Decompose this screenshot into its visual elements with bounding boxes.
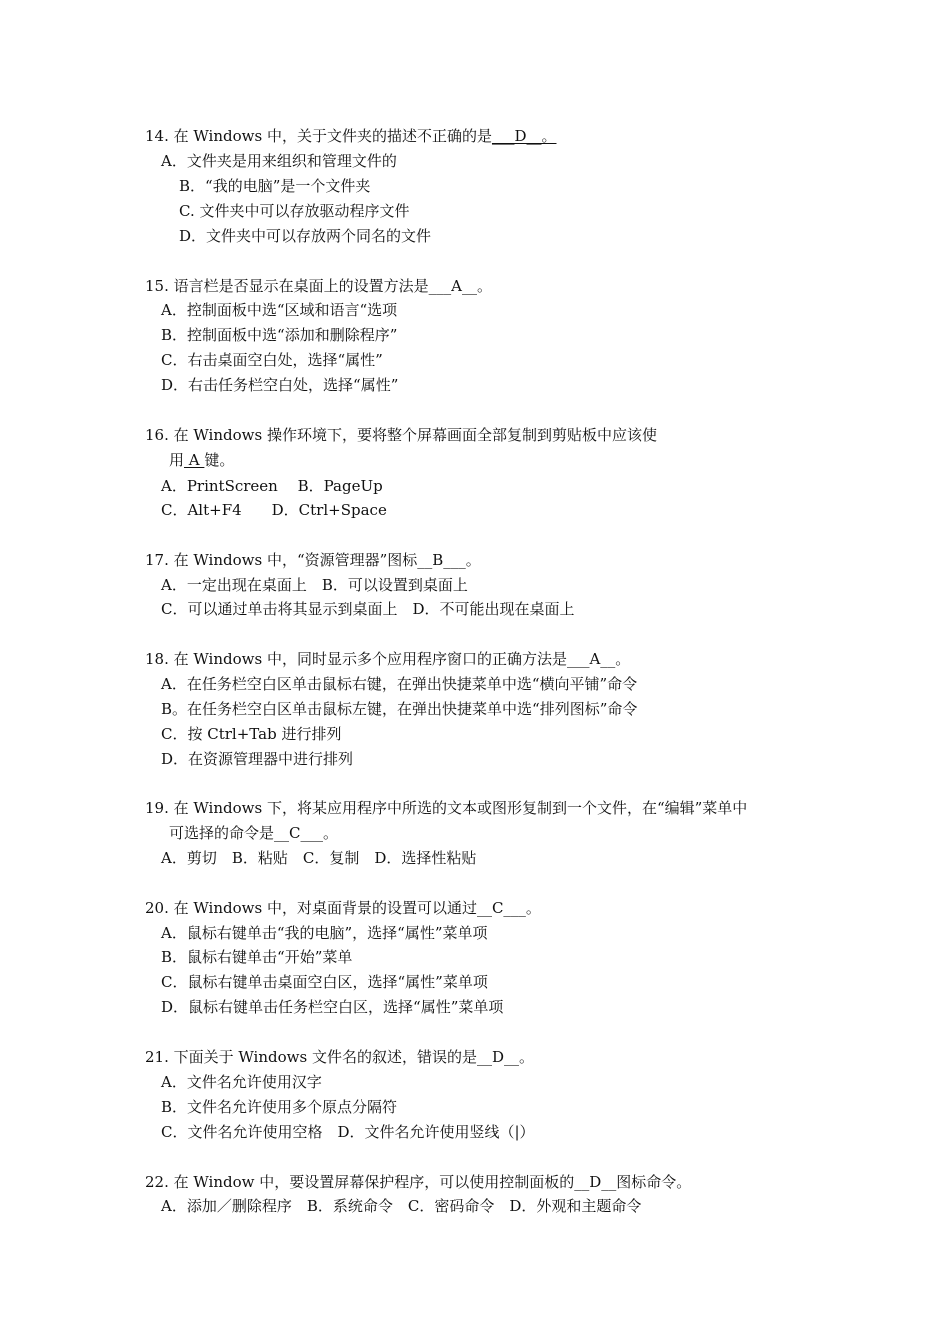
question-16-stem: 16. 在 Windows 操作环境下，要将整个屏幕画面全部复制到剪贴板中应该使 xyxy=(145,426,657,444)
question-18-option-d: D．在资源管理器中进行排列 xyxy=(161,750,354,768)
question-16-answer: A xyxy=(184,451,205,469)
question-22-options: A．添加／删除程序 B．系统命令 C．密码命令 D．外观和主题命令 xyxy=(161,1197,642,1215)
question-16-options-ab: A．PrintScreen B．PageUp xyxy=(161,477,383,495)
question-20-option-d: D．鼠标右键单击任务栏空白区，选择“属性”菜单项 xyxy=(161,998,504,1016)
question-19-stem-cont: 可选择的命令是__C___。 xyxy=(169,824,338,842)
question-14-answer: ___D__。 xyxy=(491,127,557,145)
question-22-stem: 22. 在 Window 中，要设置屏幕保护程序，可以使用控制面板的__D__图标命令。 xyxy=(145,1173,692,1191)
question-15-option-d: D．右击任务栏空白处，选择“属性” xyxy=(161,376,399,394)
question-17-stem: 17. 在 Windows 中，“资源管理器”图标__B___。 xyxy=(145,551,481,569)
question-17-options-ab: A．一定出现在桌面上 B．可以设置到桌面上 xyxy=(161,576,468,594)
question-15-option-c: C．右击桌面空白处，选择“属性” xyxy=(161,351,383,369)
question-19-stem: 19. 在 Windows 下，将某应用程序中所选的文本或图形复制到一个文件，在“编辑”菜单中 xyxy=(145,799,748,817)
question-21-options-cd: C．文件名允许使用空格 D．文件名允许使用竖线（|） xyxy=(161,1123,535,1141)
question-17-options-cd: C．可以通过单击将其显示到桌面上 D．不可能出现在桌面上 xyxy=(161,600,575,618)
question-18-stem: 18. 在 Windows 中，同时显示多个应用程序窗口的正确方法是___A__。 xyxy=(145,650,631,668)
question-18-option-b: B。在任务栏空白区单击鼠标左键，在弹出快捷菜单中选“排列图标”命令 xyxy=(161,700,638,718)
question-21-stem: 21. 下面关于 Windows 文件名的叙述，错误的是__D__。 xyxy=(145,1048,534,1066)
question-18-option-a: A．在任务栏空白区单击鼠标右键，在弹出快捷菜单中选“横向平铺”命令 xyxy=(161,675,638,693)
question-16-stem-cont xyxy=(169,450,234,470)
question-15-stem: 15. 语言栏是否显示在桌面上的设置方法是___A__。 xyxy=(145,277,492,295)
question-20-stem: 20. 在 Windows 中，对桌面背景的设置可以通过__C___。 xyxy=(145,899,541,917)
question-14-option-b: B．“我的电脑”是一个文件夹 xyxy=(179,177,371,195)
question-15-option-b: B．控制面板中选“添加和删除程序” xyxy=(161,326,398,344)
question-14-option-d: D．文件夹中可以存放两个同名的文件 xyxy=(179,227,432,245)
question-14-text: 14. 在 Windows 中，关于文件夹的描述不正确的是 xyxy=(145,127,492,145)
question-16-options-cd: C．Alt+F4 D．Ctrl+Space xyxy=(161,501,387,519)
question-20-option-c: C．鼠标右键单击桌面空白区，选择“属性”菜单项 xyxy=(161,973,488,991)
question-18-option-c: C．按 Ctrl+Tab 进行排列 xyxy=(161,725,342,743)
question-14-stem xyxy=(145,126,556,146)
question-14-option-a: A．文件夹是用来组织和管理文件的 xyxy=(161,152,397,170)
question-14-option-c: C. 文件夹中可以存放驱动程序文件 xyxy=(179,202,410,220)
question-20-option-a: A．鼠标右键单击“我的电脑”，选择“属性”菜单项 xyxy=(161,924,488,942)
question-21-option-b: B．文件名允许使用多个原点分隔符 xyxy=(161,1098,398,1116)
question-20-option-b: B．鼠标右键单击“开始”菜单 xyxy=(161,948,353,966)
question-15-option-a: A．控制面板中选“区域和语言“选项 xyxy=(161,301,398,319)
question-16-text-end: 键。 xyxy=(204,451,235,469)
question-16-text-cont: 用 xyxy=(169,451,185,469)
question-19-options: A．剪切 B．粘贴 C．复制 D．选择性粘贴 xyxy=(161,849,477,867)
question-21-option-a: A．文件名允许使用汉字 xyxy=(161,1073,322,1091)
